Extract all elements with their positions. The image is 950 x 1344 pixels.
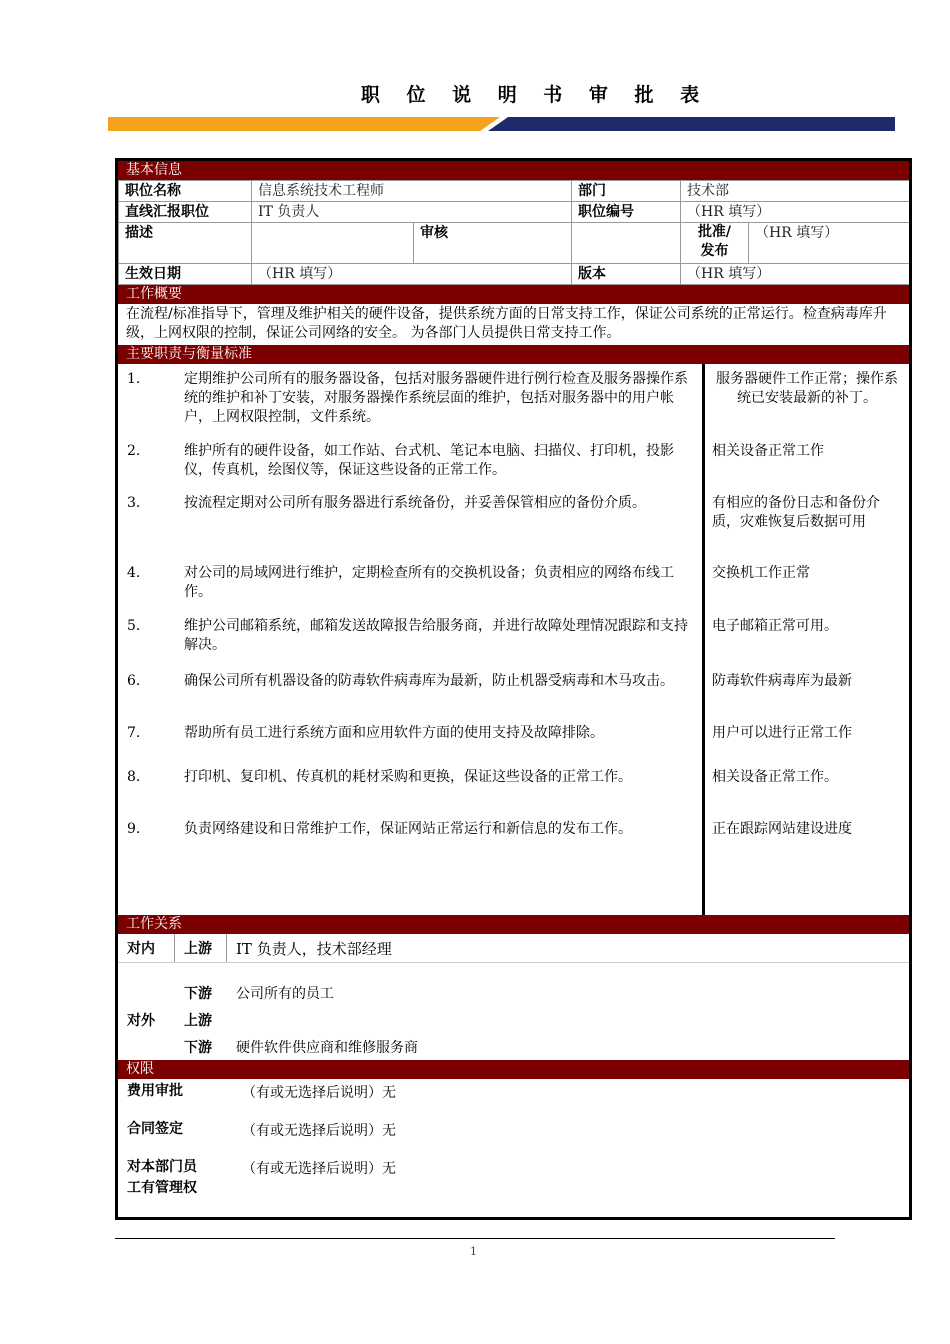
- effective-date-value: （HR 填写）: [252, 264, 572, 285]
- duty-text: 维护所有的硬件设备，如工作站、台式机、笔记本电脑、扫描仪、打印机，投影仪，传真机，绘图仪等，保证这些设备的正常工作。: [184, 443, 674, 478]
- description-label: 描述: [119, 223, 252, 264]
- duty-number: 8.: [127, 769, 141, 785]
- external-downstream-label: 下游: [184, 1040, 212, 1056]
- duty-standard: 交换机工作正常: [712, 565, 810, 581]
- duty-number: 2.: [127, 443, 141, 459]
- report-to-value: IT 负责人: [252, 202, 572, 223]
- description-value: [252, 223, 414, 264]
- internal-downstream-label: 下游: [184, 986, 212, 1002]
- duty-number: 6.: [127, 673, 141, 689]
- report-to-label: 直线汇报职位: [119, 202, 252, 223]
- section-authority: 权限: [118, 1060, 909, 1079]
- section-relations: 工作关系: [118, 915, 909, 934]
- section-basic-info: 基本信息: [118, 161, 909, 180]
- position-name-label: 职位名称: [119, 181, 252, 202]
- page-number: 1: [470, 1245, 477, 1258]
- relations-divider: [226, 934, 227, 962]
- internal-upstream-value: IT 负责人，技术部经理: [236, 940, 392, 958]
- duties-list: [118, 364, 909, 915]
- staff-management-value: （有或无选择后说明）无: [242, 1161, 396, 1177]
- review-label: 审核: [414, 223, 572, 264]
- external-label: 对外: [127, 1013, 155, 1029]
- duty-text: 对公司的局域网进行维护，定期检查所有的交换机设备；负责相应的网络布线工作。: [184, 565, 674, 600]
- internal-label: 对内: [127, 941, 155, 957]
- position-code-label: 职位编号: [572, 202, 681, 223]
- duty-number: 7.: [127, 725, 141, 741]
- approve-label-line2: 发布: [700, 243, 729, 259]
- internal-upstream-label: 上游: [184, 941, 212, 957]
- duty-standard: 正在跟踪网站建设进度: [712, 821, 852, 837]
- department-label: 部门: [572, 181, 681, 202]
- relations-block: [118, 934, 909, 1060]
- staff-management-label-line1: 对本部门员: [127, 1159, 197, 1175]
- approve-label-line1: 批准/: [697, 224, 732, 240]
- position-code-value: （HR 填写）: [681, 202, 910, 223]
- duty-text: 定期维护公司所有的服务器设备，包括对服务器硬件进行例行检查及服务器操作系统的维护和补丁安装，对服务器操作系统层面的维护，包括对服务器中的用户帐户，上网权限控制，文件系统。: [184, 371, 688, 425]
- duty-standard: 有相应的备份日志和备份介质，灾难恢复后数据可用: [712, 495, 880, 530]
- approve-value: （HR 填写）: [749, 223, 910, 264]
- duty-text: 打印机、复印机、传真机的耗材采购和更换，保证这些设备的正常工作。: [184, 769, 632, 785]
- duty-number: 3.: [127, 495, 141, 511]
- internal-downstream-value: 公司所有的员工: [236, 986, 334, 1002]
- contract-signing-value: （有或无选择后说明）无: [242, 1123, 396, 1139]
- duty-number: 9.: [127, 821, 141, 837]
- duty-standard: 用户可以进行正常工作: [712, 725, 852, 741]
- basic-info-table: [118, 180, 910, 285]
- version-value: （HR 填写）: [681, 264, 910, 285]
- expense-approval-label: 费用审批: [127, 1083, 183, 1099]
- relations-divider: [118, 962, 909, 963]
- section-overview: 工作概要: [118, 285, 909, 304]
- duty-standard: 相关设备正常工作。: [712, 769, 838, 785]
- external-upstream-label: 上游: [184, 1013, 212, 1029]
- duty-standard: 防毒软件病毒库为最新: [712, 673, 852, 689]
- effective-date-label: 生效日期: [119, 264, 252, 285]
- expense-approval-value: （有或无选择后说明）无: [242, 1085, 396, 1101]
- document-title: 职 位 说 明 书 审 批 表: [360, 84, 710, 106]
- footer-rule: [115, 1238, 835, 1239]
- duty-text: 维护公司邮箱系统，邮箱发送故障报告给服务商，并进行故障处理情况跟踪和支持解决。: [184, 618, 688, 653]
- position-name-value: 信息系统技术工程师: [252, 181, 572, 202]
- overview-text: 在流程/标准指导下，管理及维护相关的硬件设备，提供系统方面的日常支持工作，保证公司系统的正常运行。检查病毒库升级，上网权限的控制，保证公司网络的安全。 为各部门人员提供日常支持工作。: [126, 306, 887, 341]
- staff-management-label-line2: 工有管理权: [127, 1180, 197, 1196]
- duty-number: 5.: [127, 618, 141, 634]
- version-label: 版本: [572, 264, 681, 285]
- duty-number: 1.: [127, 371, 141, 387]
- approve-label: [681, 223, 749, 264]
- duty-standard: 服务器硬件工作正常；操作系统已安装最新的补丁。: [716, 371, 898, 406]
- duty-standard: 电子邮箱正常可用。: [712, 618, 838, 634]
- department-value: 技术部: [681, 181, 910, 202]
- section-duties: 主要职责与衡量标准: [118, 345, 909, 364]
- authority-block: [118, 1079, 909, 1219]
- duty-number: 4.: [127, 565, 141, 581]
- duty-text: 确保公司所有机器设备的防毒软件病毒库为最新，防止机器受病毒和木马攻击。: [184, 673, 674, 689]
- contract-signing-label: 合同签定: [127, 1121, 183, 1137]
- duties-column-divider: [702, 364, 705, 915]
- duty-text: 按流程定期对公司所有服务器进行系统备份，并妥善保管相应的备份介质。: [184, 495, 646, 511]
- approval-form: [115, 158, 912, 1220]
- review-value: [572, 223, 681, 264]
- relations-divider: [174, 934, 175, 962]
- external-downstream-value: 硬件软件供应商和维修服务商: [236, 1040, 418, 1056]
- duty-text: 帮助所有员工进行系统方面和应用软件方面的使用支持及故障排除。: [184, 725, 604, 741]
- header-banner: [108, 117, 895, 131]
- duty-standard: 相关设备正常工作: [712, 443, 824, 459]
- staff-management-label: [127, 1157, 197, 1199]
- duty-text: 负责网络建设和日常维护工作，保证网站正常运行和新信息的发布工作。: [184, 821, 632, 837]
